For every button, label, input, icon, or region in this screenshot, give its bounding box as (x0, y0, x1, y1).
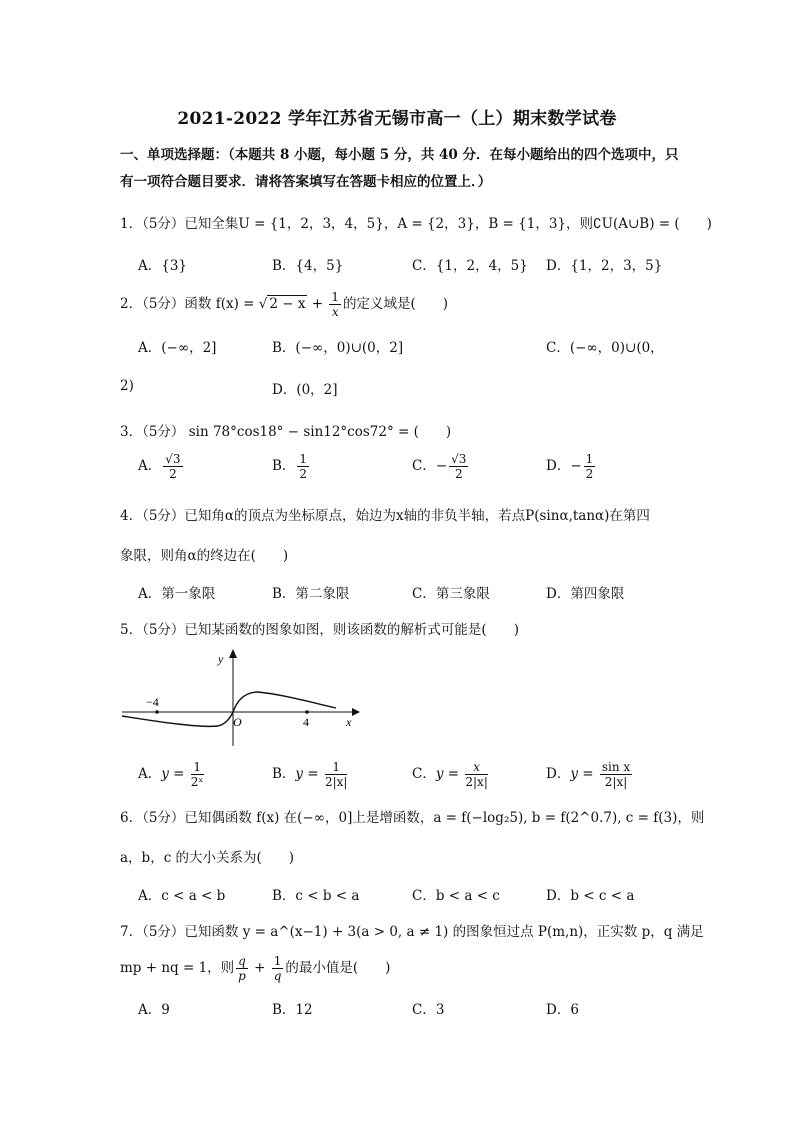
q2-radicand: 2 − x (269, 296, 306, 312)
q6-option-c[interactable]: C．b < a < c (412, 888, 500, 904)
q3-b-fraction (297, 452, 309, 481)
q5-c-lhs: y = (435, 766, 464, 782)
q7-plus: + (249, 960, 270, 976)
q1-option-d[interactable]: D．{1，2，3，5} (546, 258, 663, 274)
q3-c-num: √3 (451, 452, 467, 466)
q2-option-a[interactable]: A．(−∞，2] (138, 340, 217, 356)
q5-option-d[interactable] (546, 760, 634, 789)
question-3-stem: 3．（5分） sin 78°cos18° − sin12°cos72° = ( ) (120, 424, 452, 440)
q3-d-den: 2 (585, 467, 594, 481)
q3-b-den: 2 (299, 467, 308, 481)
sqrt-symbol: √ (258, 296, 268, 312)
q3-a-den: 2 (169, 467, 177, 481)
q3-b-label: B． (272, 458, 296, 474)
q5-b-den: 2|x| (324, 775, 348, 789)
q7-option-d[interactable]: D．6 (546, 1002, 579, 1018)
q5-option-b[interactable] (272, 760, 349, 789)
q7-f2-num: 1 (273, 954, 282, 968)
q6-option-d[interactable]: D．b < c < a (546, 888, 635, 904)
q2-frac-num: 1 (331, 290, 340, 304)
section-heading: 一、单项选择题：（本题共 8 小题，每小题 5 分，共 40 分．在每小题给出的四个选项中，只有一项符合题目要求．请将答案填写在答题卡相应的位置上．） (120, 147, 679, 190)
q5-c-fraction (465, 760, 488, 789)
q5-b-label: B． (272, 766, 296, 782)
q5-option-a[interactable] (138, 760, 206, 789)
q2-stem-suffix: 的定义域是( ) (343, 296, 449, 312)
q5-b-num: 1 (325, 760, 348, 775)
q5-c-label: C． (412, 766, 436, 782)
q4-option-a[interactable]: A．第一象限 (138, 586, 216, 602)
q5-d-label: D． (546, 766, 571, 782)
q5-a-den: 2ˣ (190, 775, 204, 789)
question-1-stem: 1．（5分）已知全集U = {1，2，3，4，5}，A = {2，3}，B = {1，3}，则∁U(A∪B) = ( ) (120, 216, 712, 232)
q3-c-den: 2 (454, 467, 463, 481)
q3-c-label: C． (412, 458, 436, 474)
q5-a-lhs: y = (161, 766, 189, 782)
question-4-stem-line1: 4．（5分）已知角α的顶点为坐标原点，始边为x轴的非负半轴，若点P(sinα,tanα)在第四 (120, 508, 650, 524)
q3-d-fraction (584, 452, 596, 481)
tick-point-left (155, 710, 159, 714)
q5-d-den: 2|x| (604, 775, 628, 789)
q3-d-num: 1 (585, 452, 594, 466)
q5-c-num: x (465, 760, 488, 775)
q6-option-b[interactable]: B．c < b < a (272, 888, 360, 904)
q2-fraction (329, 290, 341, 319)
q7-stem-prefix: mp + nq = 1，则 (120, 960, 235, 976)
q7-f2-den: q (273, 969, 282, 983)
q6-option-a[interactable]: A．c < a < b (138, 888, 226, 904)
q5-a-num: 1 (191, 760, 204, 775)
q3-a-label: A． (138, 458, 162, 474)
q4-option-d[interactable]: D．第四象限 (546, 586, 625, 602)
q3-a-num: √3 (165, 452, 181, 466)
q4-option-b[interactable]: B．第二象限 (272, 586, 350, 602)
question-5-stem: 5．（5分）已知某函数的图象如图，则该函数的解析式可能是( ) (120, 622, 519, 638)
origin-label: O (233, 715, 242, 729)
q3-d-sign: − (570, 458, 582, 474)
q2-option-d[interactable]: D．(0，2] (272, 382, 338, 398)
q2-option-c-continued: 2) (120, 378, 134, 394)
q7-option-b[interactable]: B．12 (272, 1002, 313, 1018)
y-axis-arrow-icon (229, 649, 237, 658)
q1-option-b[interactable]: B．{4，5} (272, 258, 344, 274)
question-6-stem-line1: 6．（5分）已知偶函数 f(x) 在(−∞，0]上是增函数，a = f(−log₂5), b = f(2^0.7), c = f(3)，则 (120, 810, 705, 826)
q4-option-c[interactable]: C．第三象限 (412, 586, 490, 602)
q7-option-a[interactable]: A．9 (138, 1002, 170, 1018)
q7-f1-num: q (238, 954, 246, 968)
question-7-stem-line1: 7．（5分）已知函数 y = a^(x−1) + 3(a > 0, a ≠ 1) 的图象恒过点 P(m,n)，正实数 p，q 满足 (120, 924, 704, 940)
question-2-stem: 2．（5分）函数 f(x) = √ 2 − x + $\frac{1}{x}$ 的定义域是( ) (120, 290, 449, 319)
q3-c-fraction (449, 452, 468, 481)
tick-label-left: −4 (146, 695, 159, 709)
q7-fraction-1 (236, 954, 248, 983)
q7-fraction-2 (272, 954, 284, 983)
tick-point-right (305, 710, 309, 714)
q3-option-d[interactable] (546, 452, 597, 481)
q7-option-c[interactable]: C．3 (412, 1002, 445, 1018)
question-4-stem-line2: 象限，则角α的终边在( ) (120, 548, 289, 564)
tick-label-right: 4 (303, 715, 309, 729)
q1-option-c[interactable]: C．{1，2，4，5} (412, 258, 528, 274)
x-axis-label: x (346, 715, 352, 729)
question-6-stem-line2: a，b，c 的大小关系为( ) (120, 850, 295, 866)
q7-f1-den: p (238, 969, 246, 983)
q3-a-fraction (163, 452, 182, 481)
q5-b-lhs: y = (295, 766, 323, 782)
q5-d-lhs: y = (570, 766, 598, 782)
q2-option-c[interactable]: C．(−∞，0)∪(0， (546, 340, 664, 356)
q5-d-num: sin x (601, 760, 631, 774)
q3-c-sign: − (435, 458, 448, 474)
q5-a-label: A． (138, 766, 162, 782)
y-axis-label: y (218, 652, 224, 666)
q5-d-fraction (600, 760, 632, 789)
q5-c-den: 2|x| (465, 775, 488, 789)
q3-option-c[interactable] (412, 452, 470, 481)
exam-title: 2021-2022 学年江苏省无锡市高一（上）期末数学试卷 (177, 109, 617, 129)
q3-d-label: D． (546, 458, 571, 474)
q7-stem-suffix: 的最小值是( ) (285, 960, 391, 976)
q3-b-num: 1 (299, 452, 308, 466)
q3-option-a[interactable] (138, 452, 185, 481)
question-7-stem-line2 (120, 954, 390, 983)
q5-option-c[interactable] (412, 760, 490, 789)
q5-a-fraction (191, 760, 204, 789)
q2-stem-prefix: 2．（5分）函数 f(x) = (120, 296, 259, 312)
q1-option-a[interactable]: A．{3} (138, 258, 188, 274)
q3-option-b[interactable] (272, 452, 311, 481)
x-axis-arrow-icon (352, 708, 360, 716)
function-graph-figure (120, 646, 360, 756)
q5-b-fraction (325, 760, 348, 789)
q2-frac-den: x (331, 305, 339, 319)
q2-option-b[interactable]: B．(−∞，0)∪(0，2] (272, 340, 404, 356)
